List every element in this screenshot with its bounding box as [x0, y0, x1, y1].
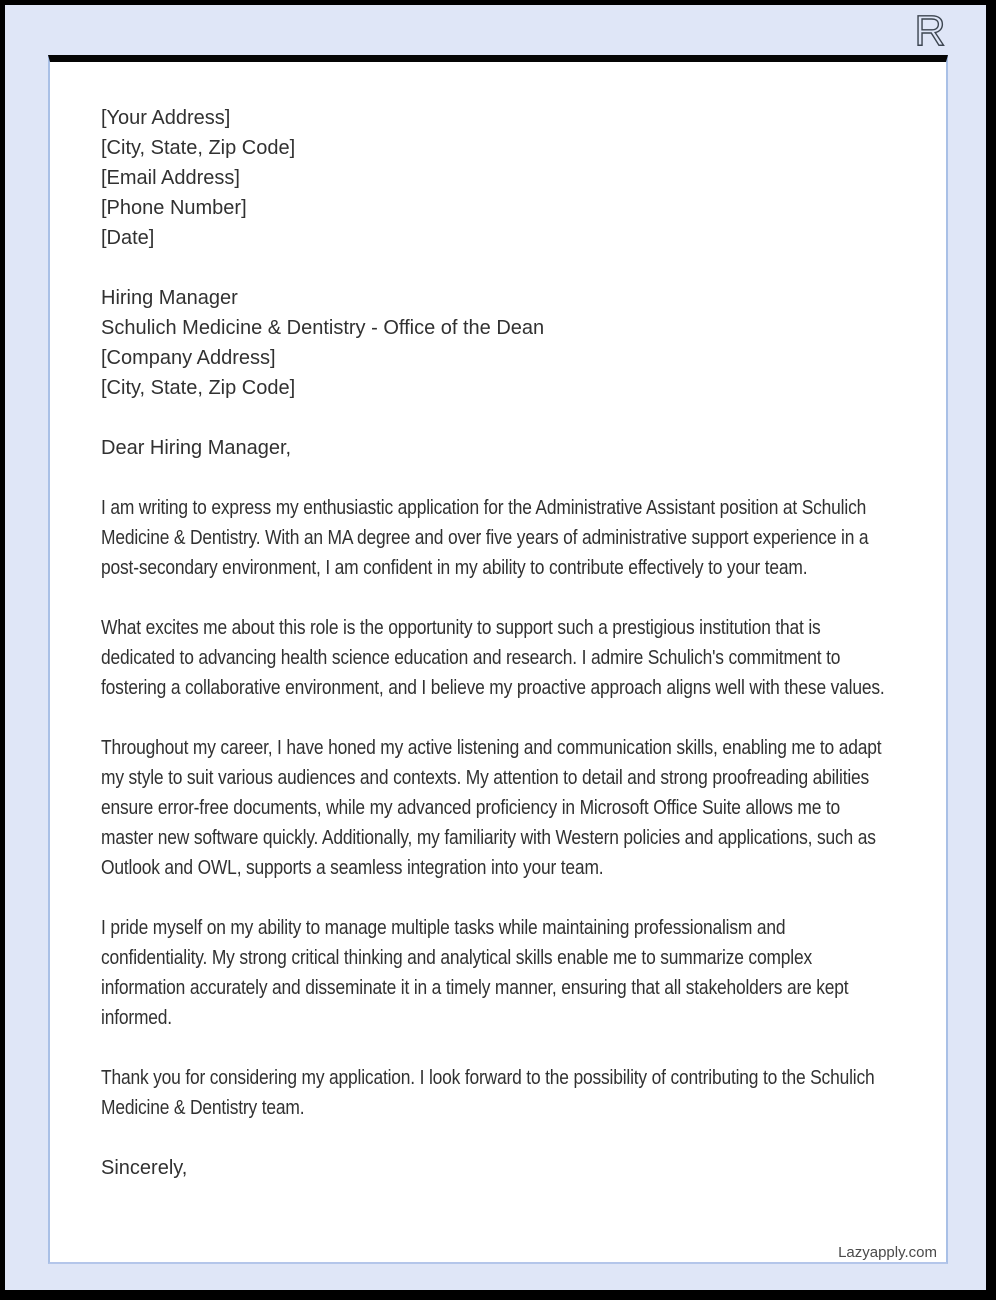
sender-address-line: [City, State, Zip Code]	[101, 137, 296, 159]
lazyapply-r-logo-icon	[910, 7, 950, 53]
sender-address-line: [Phone Number]	[101, 197, 247, 219]
body-paragraph: I pride myself on my ability to manage multiple tasks while maintaining professionalism and confidentiality. My strong critical thinking and analytical skills enable me to summarize complex information accurately and disseminate it in a timely manner, ensuring that all stakeholders are kept informed.	[101, 917, 849, 1029]
body-paragraph: Throughout my career, I have honed my active listening and communication skills, enabling me to adapt my style to suit various audiences and contexts. My attention to detail and strong proofreading abilities ensure error-free documents, while my advanced proficiency in Microsoft Office Suite allows me to master new software quickly. Additionally, my familiarity with Western policies and applications, such as Outlook and OWL, supports a seamless integration into your team.	[101, 737, 882, 879]
cover-letter-content	[50, 62, 946, 1183]
recipient-line: [Company Address]	[101, 347, 276, 369]
recipient-line: Schulich Medicine & Dentistry - Office of the Dean	[101, 317, 545, 339]
body-paragraph: I am writing to express my enthusiastic application for the Administrative Assistant position at Schulich Medicine & Dentistry. With an MA degree and over five years of administrative support experience in a post-secondary environment, I am confident in my ability to contribute effectively to your team.	[101, 497, 869, 579]
sender-address-line: [Email Address]	[101, 167, 240, 189]
recipient-address-block	[101, 283, 891, 403]
body-paragraph: Thank you for considering my application. I look forward to the possibility of contributing to the Schulich Medicine & Dentistry team.	[101, 1067, 875, 1119]
sender-address-block	[101, 103, 891, 253]
sender-address-line: [Date]	[101, 227, 155, 249]
sender-address-line: [Your Address]	[101, 107, 231, 129]
salutation: Dear Hiring Manager,	[101, 437, 292, 459]
cover-letter-page	[48, 55, 948, 1264]
recipient-line: [City, State, Zip Code]	[101, 377, 296, 399]
recipient-line: Hiring Manager	[101, 287, 238, 309]
closing-sincerely: Sincerely,	[101, 1157, 188, 1179]
body-paragraph: What excites me about this role is the opportunity to support such a prestigious institution that is dedicated to advancing health science education and research. I admire Schulich's commitment to fostering a collaborative environment, and I believe my proactive approach aligns well with these values.	[101, 617, 885, 699]
lazyapply-watermark: Lazyapply.com	[838, 1244, 937, 1261]
r-logo-letter: R	[914, 7, 946, 53]
